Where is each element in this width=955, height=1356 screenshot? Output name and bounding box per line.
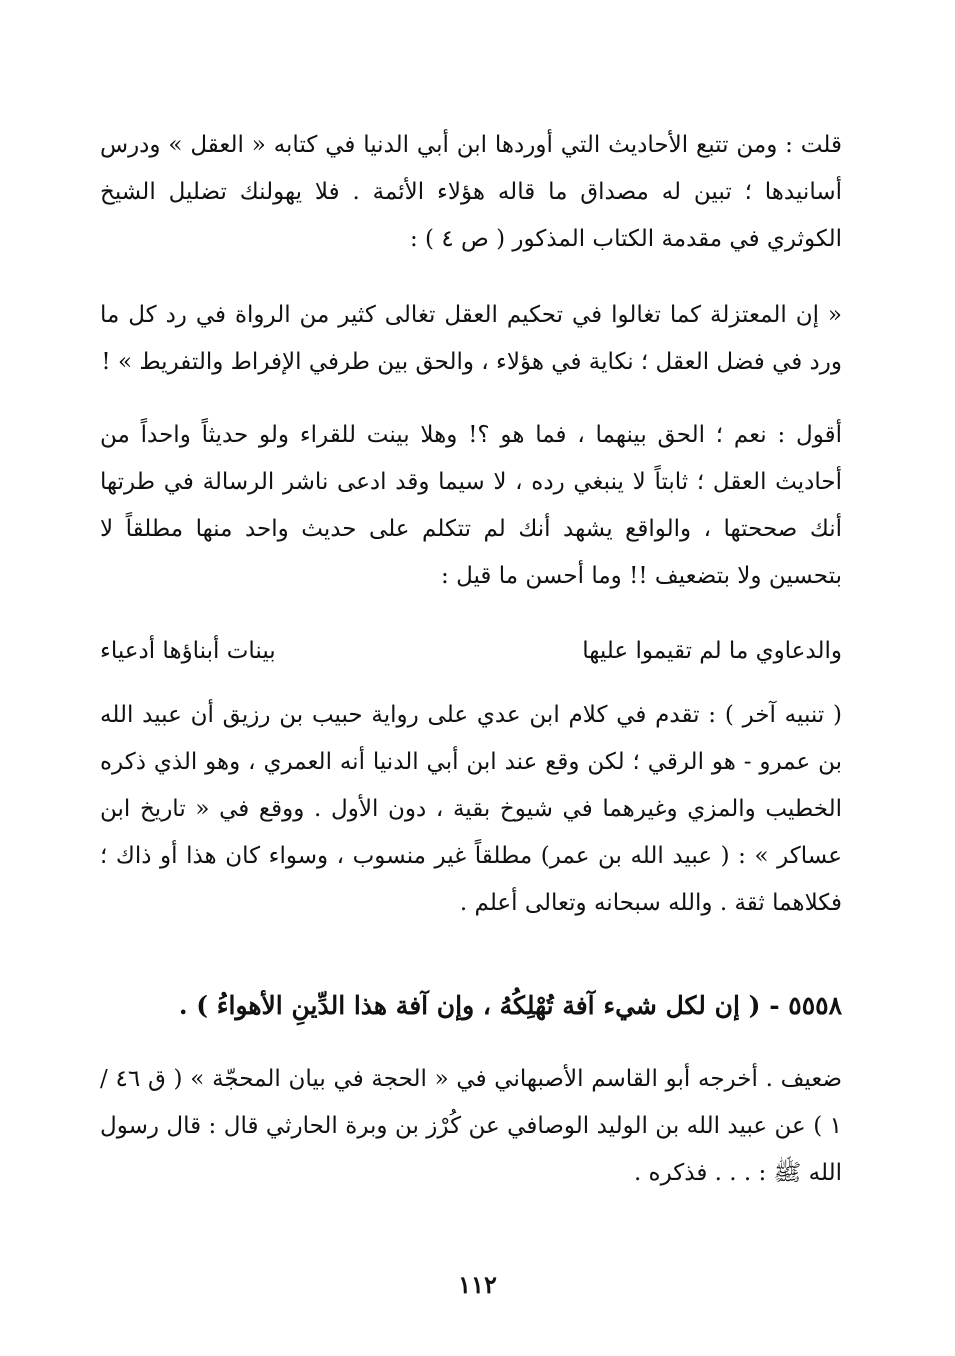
hadith-text: ( إن لكل شيء آفة تُهْلِكُهُ ، وإن آفة هذا الدِّينِ الأهواءُ ) .	[178, 991, 761, 1020]
hadith-number: ٥٥٥٨ -	[769, 991, 842, 1020]
page-number: ١١٢	[458, 1270, 497, 1299]
poem-verse	[100, 628, 842, 675]
paragraph-quote-kawthari: « إن المعتزلة كما تغالوا في تحكيم العقل تغالى كثير من الرواة في رد كل ما ورد في فضل العقل ؛ نكاية في هؤلاء ، والحق بين طرفي الإفراط والتفريط » !	[100, 302, 842, 375]
paragraph-response: أقول : نعم ؛ الحق بينهما ، فما هو ؟! وهلا بينت للقراء ولو حديثاً واحداً من أحاديث العقل ؛ ثابتاً لا ينبغي رده ، لا سيما وقد ادعى ناشر الرسالة في طرتها أنك صححتها ، والواقع يشهد أنك لم تتكلم على حديث واحد منها مطلقاً لا بتحسين ولا بتضعيف !! وما أحسن ما قيل :	[100, 422, 842, 589]
poem-first-hemistich: والدعاوي ما لم تقيموا عليها	[582, 638, 842, 664]
hadith-heading	[100, 980, 842, 1032]
paragraph-note: ( تنبيه آخر ) : تقدم في كلام ابن عدي على رواية حبيب بن رزيق أن عبيد الله بن عمرو - هو الرقي ؛ لكن وقع عند ابن أبي الدنيا أنه العمري ، وهو الذي ذكره الخطيب والمزي وغيرهما في شيوخ بقية ، دون الأول . ووقع في « تاريخ ابن عساكر » : ( عبيد الله بن عمر) مطلقاً غير منسوب ، وسواء كان هذا أو ذاك ؛ فكلاهما ثقة . والله سبحانه وتعالى أعلم .	[100, 702, 842, 916]
paragraph-intro: قلت : ومن تتبع الأحاديث التي أوردها ابن أبي الدنيا في كتابه « العقل » ودرس أسانيدها ؛ تبين له مصداق ما قاله هؤلاء الأئمة . فلا يهولنك تضليل الشيخ الكوثري في مقدمة الكتاب المذكور ( ص ٤ ) :	[100, 132, 842, 252]
poem-second-hemistich: بينات أبناؤها أدعياء	[100, 638, 276, 664]
paragraph-grading: ضعيف . أخرجه أبو القاسم الأصبهاني في « الحجة في بيان المحجّة » ( ق ٤٦ / ١ ) عن عبيد الله بن الوليد الوصافي عن كُرْز بن وبرة الحارثي قال : قال رسول الله ﷺ : . . . فذكره .	[100, 1066, 843, 1186]
